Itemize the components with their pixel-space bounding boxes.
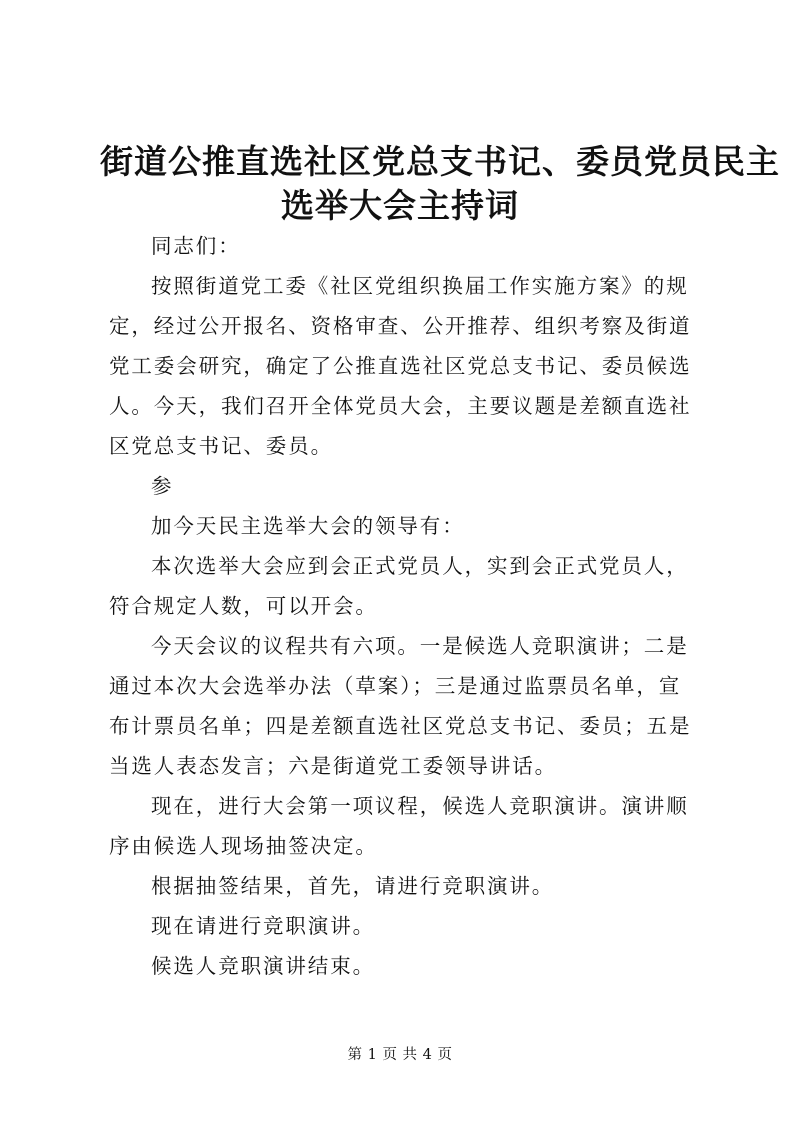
paragraph-draw-result: 根据抽签结果，首先，请进行竞职演讲。 [151,874,555,898]
title-line-2: 选举大会主持词 [281,186,519,225]
paragraph-quorum: 本次选举大会应到会正式党员人，实到会正式党员人，符合规定人数，可以开会。 [109,554,689,618]
title-line-1: 街道公推直选社区党总支书记、委员党员民主 [100,142,780,181]
document-body [109,226,699,986]
paragraph-agenda: 今天会议的议程共有六项。一是候选人竞职演讲；二是通过本次大会选举办法（草案）；三是通过监票员名单，宣布计票员名单；四是差额直选社区党总支书记、委员；五是当选人表态发言；六是街道党工委领导讲话。 [109,634,692,778]
paragraph-leaders: 加今天民主选举大会的领导有： [151,514,465,538]
paragraph-background: 按照街道党工委《社区党组织换届工作实施方案》的规定，经过公开报名、资格审查、公开推荐、组织考察及街道党工委会研究，确定了公推直选社区党总支书记、委员候选人。今天，我们召开全体党员大会，主要议题是差额直选社区党总支书记、委员。 [109,274,692,458]
paragraph-next-speech: 现在请进行竞职演讲。 [151,914,375,938]
page-footer: 第 1 页 共 4 页 [347,1047,453,1063]
document-title [100,140,780,228]
paragraph-first-item: 现在，进行大会第一项议程，候选人竞职演讲。演讲顺序由候选人现场抽签决定。 [109,794,689,858]
paragraph-attend-fragment: 参 [151,474,174,498]
paragraph-speech-end: 候选人竞职演讲结束。 [151,954,375,978]
paragraph-greeting: 同志们： [151,234,241,258]
